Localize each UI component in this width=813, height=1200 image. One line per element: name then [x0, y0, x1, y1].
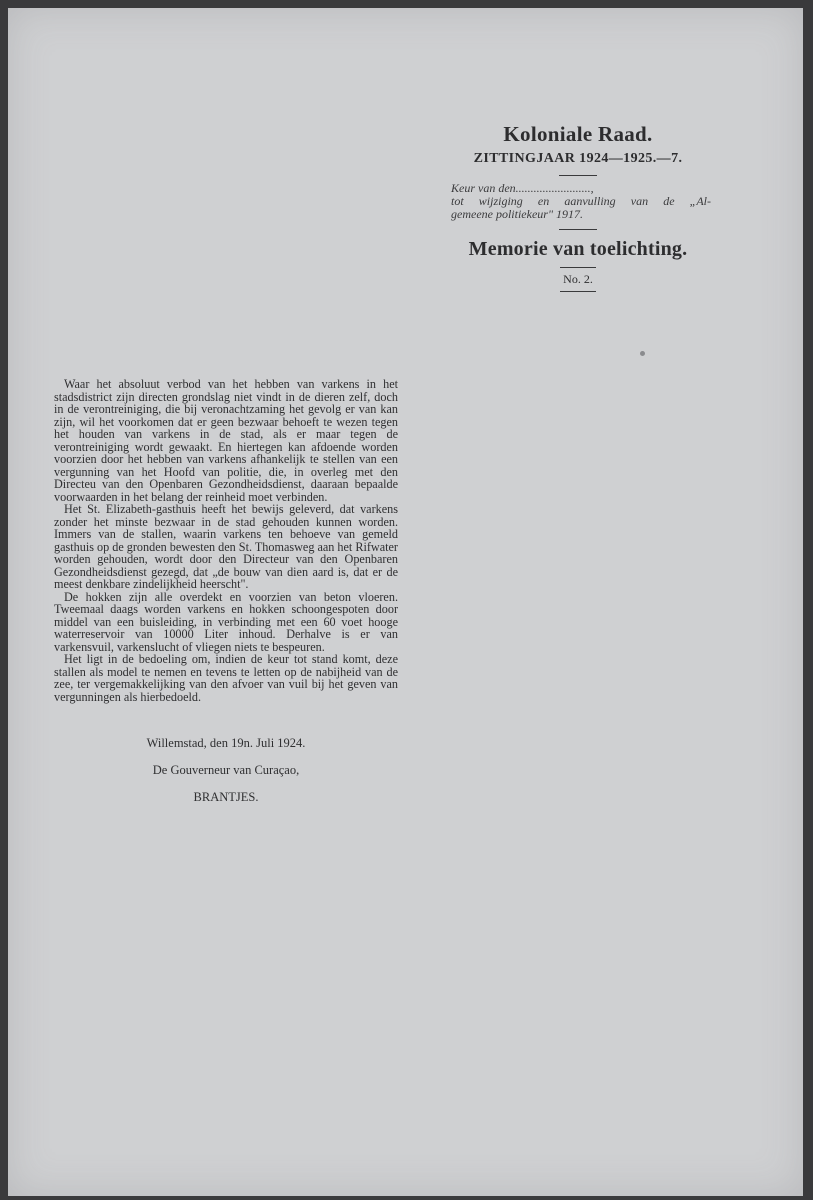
document-body — [54, 378, 398, 703]
document-header — [433, 118, 723, 292]
document-number: No. 2. — [563, 272, 593, 286]
council-title: Koloniale Raad. — [503, 122, 653, 146]
body-paragraph: Waar het absoluut verbod van het hebben van varkens in het stadsdistrict zijn directen grondslag niet vindt in de dieren zelf, doch in de verontreiniging, die bij veronachtzaming het gevolg er van kan zijn, wil het voorkomen dat er geen bezwaar behoeft te wezen tegen het houden van varkens in de stad, als er maar tegen de verontreiniging wordt gewaakt. En hiertegen kan afdoende worden voorzien door het hebben van varkens afhankelijk te stellen van een vergunning van het Hoofd van politie, die, in overleg met den Directeu van den Openbaren Gezondheidsdienst, daaraan bepaalde voorwaarden in het belang der reinheid moet verbinden. — [54, 377, 398, 504]
body-paragraph: De hokken zijn alle overdekt en voorzien van beton vloeren. Tweemaal daags worden varkens en hokken schoongespoten door middel van een buisleiding, in verbinding met een 60 voet hooge waterreservoir van 10000 Liter inhoud. Derhalve is er van varkensvuil, varkenslucht of vliegen niets te bespeuren. — [54, 589, 398, 654]
document-page — [8, 8, 803, 1196]
keur-line: gemeene politiekeur" 1917. — [451, 207, 583, 221]
session-number: ZITTINGJAAR 1924—1925.—7. — [473, 151, 683, 166]
body-paragraph: Het ligt in de bedoeling om, indien de keur tot stand komt, deze stallen als model te nemen en tevens te letten op de nabijheid van de zee, ter vergemakkelijking van den afvoer van vuil bij het geven van vergunningen als hierbedoeld. — [54, 652, 398, 704]
keur-line: tot wijziging en aanvulling van de „Al- — [451, 194, 711, 208]
memorie-heading: Memorie van toelichting. — [468, 238, 688, 260]
place-date: Willemstad, den 19n. Juli 1924. — [146, 736, 306, 750]
keur-line: Keur van den........................., — [451, 181, 594, 195]
keur-subject — [433, 182, 723, 221]
body-paragraph: Het St. Elizabeth-gasthuis heeft het bewijs geleverd, dat varkens zonder het minste bezwaar in de stad gehouden kunnen worden. Immers van de stallen, waarin varkens ten behoeve van gemeld gasthuis op de gronden bewesten den St. Thomasweg aan het Rifwater worden gehouden, wordt door den Directeur van den Openbaren Gezondheidsdienst gezegd, dat „de bouw van dien aard is, dat er de meest denkbare zindelijkheid heerscht". — [54, 502, 398, 591]
paper-speck — [640, 351, 645, 356]
signatory-name: BRANTJES. — [193, 790, 259, 804]
divider — [559, 229, 597, 230]
signatory-office: De Gouverneur van Curaçao, — [152, 763, 300, 777]
divider — [559, 175, 597, 176]
divider — [560, 267, 596, 268]
divider — [560, 291, 596, 292]
